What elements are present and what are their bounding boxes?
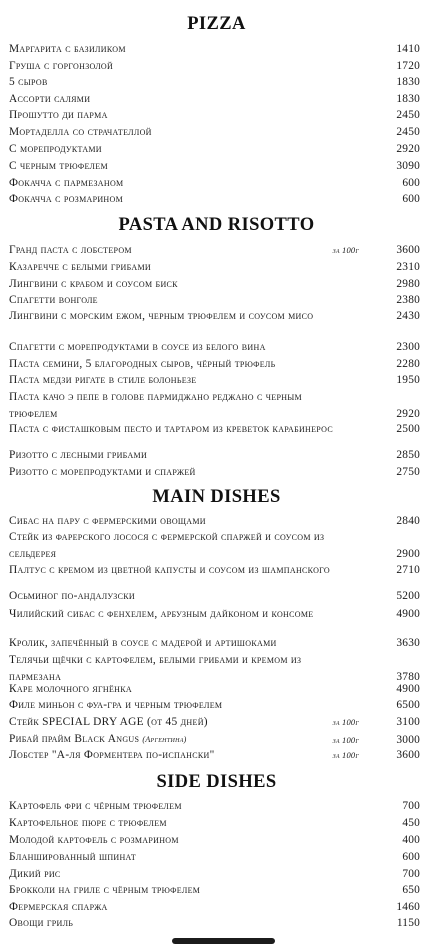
menu-item: Гранд паста с лобстером за 100г 3600 xyxy=(9,242,420,259)
menu-item: Стейк SPECIAL DRY AGE (от 45 дней) за 100г 3100 xyxy=(9,714,420,731)
item-price: 2450 xyxy=(396,109,420,121)
item-price: 2310 xyxy=(396,261,420,273)
menu-item: Картофель фри с чёрным трюфелем 700 xyxy=(9,798,420,815)
item-price: 1950 xyxy=(396,374,420,386)
menu-item: Прошутто ди парма 2450 xyxy=(9,107,420,124)
menu-item: Ризотто с морепродуктами и спаржей 2750 xyxy=(9,464,420,481)
item-price: 2280 xyxy=(396,358,420,370)
menu-item: Осьминог по-андалузски 5200 xyxy=(9,588,420,605)
menu-item: Сибас на пару с фермерскими овощами 2840 xyxy=(9,513,420,530)
menu-item: Спагетти вонголе 2380 xyxy=(9,292,420,309)
item-price: 3090 xyxy=(396,160,420,172)
menu-item: С черным трюфелем 3090 xyxy=(9,158,420,175)
item-price: 2920 xyxy=(396,407,420,420)
section-title-side-dishes: SIDE DISHES xyxy=(156,772,277,792)
menu-item: Бланшированный шпинат 600 xyxy=(9,849,420,866)
item-unit: за 100г xyxy=(332,245,359,255)
menu-item: Паста семини, 5 благородных сыров, чёрный трюфель 2280 xyxy=(9,356,420,373)
menu-item: Рибай прайм Black Angus (Аргентина) за 100г 3000 xyxy=(9,731,420,749)
menu-item: Фермерская спаржа 1460 xyxy=(9,899,420,916)
menu-item: Мортаделла со страчателлой 2450 xyxy=(9,124,420,141)
item-price: 2430 xyxy=(396,310,420,322)
menu-item: Фокачча с пармезаном 600 xyxy=(9,175,420,192)
section-title-pasta-and-risotto: PASTA AND RISOTTO xyxy=(118,215,315,235)
menu-item: Ризотто с лесными грибами 2850 xyxy=(9,447,420,464)
item-price: 3780 xyxy=(396,670,420,683)
menu-item: Кролик, запечённый в соусе с мадерой и артишоками 3630 xyxy=(9,635,420,652)
item-price: 600 xyxy=(402,851,420,863)
menu-item: Лингвини с крабом и соусом биск 2980 xyxy=(9,276,420,293)
menu-item: Спагетти с морепродуктами в соусе из белого вина 2300 xyxy=(9,339,420,356)
item-price: 1410 xyxy=(396,43,420,55)
item-price: 700 xyxy=(402,800,420,812)
item-price: 2500 xyxy=(396,423,420,435)
menu-item: Ассорти салями 1830 xyxy=(9,91,420,108)
menu-item: Дикий рис 700 xyxy=(9,866,420,883)
item-price: 1830 xyxy=(396,93,420,105)
menu-item: Каре молочного ягнёнка 4900 xyxy=(9,681,420,698)
menu-item: Лобстер "А-ля Форментера по-испански" за 100г 3600 xyxy=(9,747,420,764)
item-price: 6500 xyxy=(396,699,420,711)
item-price: 600 xyxy=(402,177,420,189)
item-price: 3600 xyxy=(396,244,420,256)
item-price: 3100 xyxy=(396,716,420,728)
menu-item: Фокачча с розмарином 600 xyxy=(9,191,420,208)
item-price: 2980 xyxy=(396,278,420,290)
menu-item: Лингвини с морским ежом, черным трюфелем и соусом мисо 2430 xyxy=(9,308,420,325)
menu-item: Паста медзи ригате в стиле болоньезе 1950 xyxy=(9,372,420,389)
item-price: 1830 xyxy=(396,76,420,88)
item-price: 450 xyxy=(402,817,420,829)
menu-item: Стейк из фарерского лосося с фермерской спаржей и соусом из сельдерея 2900 xyxy=(9,529,420,562)
menu-item: Чилийский сибас с фенхелем, арбузным дайконом и консоме 4900 xyxy=(9,606,420,623)
menu-item: Телячьи щёчки с картофелем, белыми грибами и кремом из пармезана 3780 xyxy=(9,652,420,685)
menu-item: Паста с фисташковым песто и тартаром из креветок карабинерос 2500 xyxy=(9,421,420,438)
item-price: 3600 xyxy=(396,749,420,761)
menu-item: Брокколи на гриле с чёрным трюфелем 650 xyxy=(9,882,420,899)
menu-item: Филе миньон с фуа-гра и черным трюфелем 6500 xyxy=(9,697,420,714)
item-price: 2750 xyxy=(396,466,420,478)
item-price: 3630 xyxy=(396,637,420,649)
item-unit: за 100г xyxy=(332,717,359,727)
item-price: 2840 xyxy=(396,515,420,527)
item-price: 2900 xyxy=(396,547,420,560)
menu-item: Казаречче с белыми грибами 2310 xyxy=(9,259,420,276)
section-title-main-dishes: MAIN DISHES xyxy=(152,487,281,507)
item-price: 1460 xyxy=(396,901,420,913)
item-price: 2380 xyxy=(396,294,420,306)
item-unit: за 100г xyxy=(332,750,359,760)
menu-item: Овощи гриль 1150 xyxy=(9,915,420,932)
menu-item: Палтус с кремом из цветной капусты и соусом из шампанского 2710 xyxy=(9,562,420,579)
menu-item: Паста качо э пепе в голове пармиджано реджано с черным трюфелем 2920 xyxy=(9,389,420,422)
item-price: 2300 xyxy=(396,341,420,353)
item-unit: за 100г xyxy=(332,735,359,745)
item-price: 1150 xyxy=(396,917,420,929)
menu-item: 5 сыров 1830 xyxy=(9,74,420,91)
item-price: 600 xyxy=(402,193,420,205)
item-price: 3000 xyxy=(396,734,420,746)
item-price: 5200 xyxy=(396,590,420,602)
menu-item: Груша с горгонзолой 1720 xyxy=(9,58,420,75)
item-price: 1720 xyxy=(396,60,420,72)
item-price: 650 xyxy=(402,884,420,896)
item-price: 4900 xyxy=(396,683,420,695)
menu-item: Маргарита с базиликом 1410 xyxy=(9,41,420,58)
item-price: 2920 xyxy=(396,143,420,155)
menu-item: Молодой картофель с розмарином 400 xyxy=(9,832,420,849)
item-note: (Аргентина) xyxy=(142,735,187,744)
item-price: 2450 xyxy=(396,126,420,138)
menu-item: С морепродуктами 2920 xyxy=(9,141,420,158)
item-price: 400 xyxy=(402,834,420,846)
menu-item: Картофельное пюре с трюфелем 450 xyxy=(9,815,420,832)
item-price: 2850 xyxy=(396,449,420,461)
section-title-pizza: PIZZA xyxy=(187,14,246,34)
item-price: 700 xyxy=(402,868,420,880)
home-indicator-bar[interactable] xyxy=(172,938,275,944)
item-price: 2710 xyxy=(396,564,420,576)
item-price: 4900 xyxy=(396,608,420,620)
